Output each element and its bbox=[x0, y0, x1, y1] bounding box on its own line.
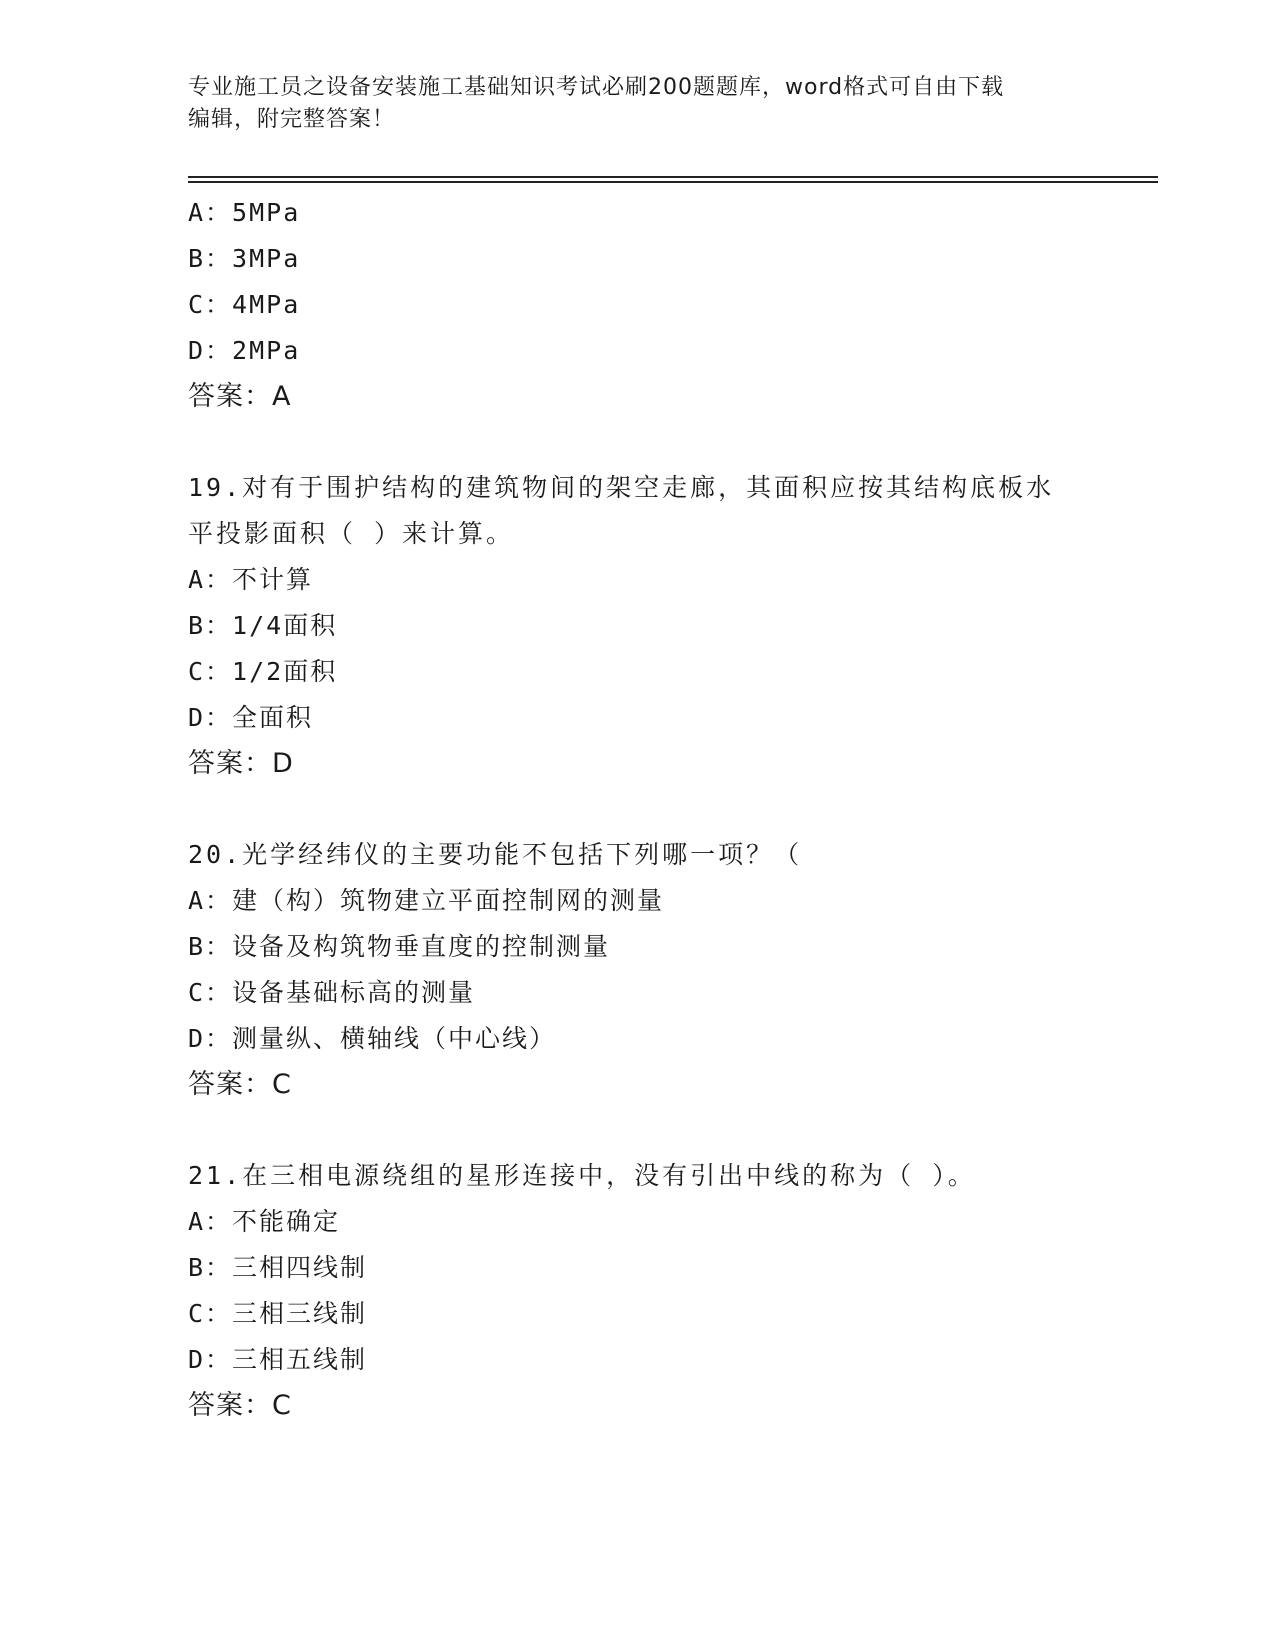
question-block bbox=[188, 465, 1088, 787]
spacer bbox=[188, 1108, 1088, 1153]
question-text-line-1: 21.在三相电源绕组的星形连接中，没有引出中线的称为（ ）。 bbox=[188, 1161, 976, 1190]
answer-line: 答案：C bbox=[188, 1390, 292, 1421]
option-d: D：测量纵、横轴线（中心线） bbox=[188, 1024, 557, 1053]
question-text-line-1: 19.对有于围护结构的建筑物间的架空走廊，其面积应按其结构底板水 bbox=[188, 473, 1055, 502]
option-c: C：三相三线制 bbox=[188, 1299, 368, 1328]
answer-line: 答案：D bbox=[188, 748, 294, 779]
option-d: D：全面积 bbox=[188, 703, 314, 732]
document-header bbox=[188, 72, 1088, 136]
option-a: A：不计算 bbox=[188, 565, 314, 594]
spacer bbox=[188, 787, 1088, 832]
header-title-line-2: 编辑，附完整答案！ bbox=[188, 107, 396, 132]
option-c: C：设备基础标高的测量 bbox=[188, 978, 476, 1007]
question-block bbox=[188, 832, 1088, 1108]
option-a: A：5MPa bbox=[188, 198, 301, 227]
question-text-line-2: 平投影面积（ ）来计算。 bbox=[188, 519, 515, 548]
header-title-line-1: 专业施工员之设备安装施工基础知识考试必刷200题题库，word格式可自由下载 bbox=[188, 75, 1005, 100]
spacer bbox=[188, 420, 1088, 465]
option-b: B：三相四线制 bbox=[188, 1253, 368, 1282]
question-text-line-1: 20.光学经纬仪的主要功能不包括下列哪一项？（ bbox=[188, 840, 803, 869]
question-list bbox=[188, 190, 1088, 1429]
option-b: B：设备及构筑物垂直度的控制测量 bbox=[188, 932, 611, 961]
option-c: C：1/2面积 bbox=[188, 657, 338, 686]
option-a: A：不能确定 bbox=[188, 1207, 341, 1236]
question-block bbox=[188, 190, 1088, 420]
header-divider-bottom bbox=[188, 181, 1158, 183]
answer-line: 答案：C bbox=[188, 1069, 292, 1100]
option-d: D：三相五线制 bbox=[188, 1345, 368, 1374]
option-b: B：1/4面积 bbox=[188, 611, 338, 640]
option-c: C：4MPa bbox=[188, 290, 301, 319]
answer-line: 答案：A bbox=[188, 381, 292, 412]
option-d: D：2MPa bbox=[188, 336, 301, 365]
question-block bbox=[188, 1153, 1088, 1429]
option-a: A：建（构）筑物建立平面控制网的测量 bbox=[188, 886, 665, 915]
header-divider-top bbox=[188, 176, 1158, 178]
option-b: B：3MPa bbox=[188, 244, 301, 273]
